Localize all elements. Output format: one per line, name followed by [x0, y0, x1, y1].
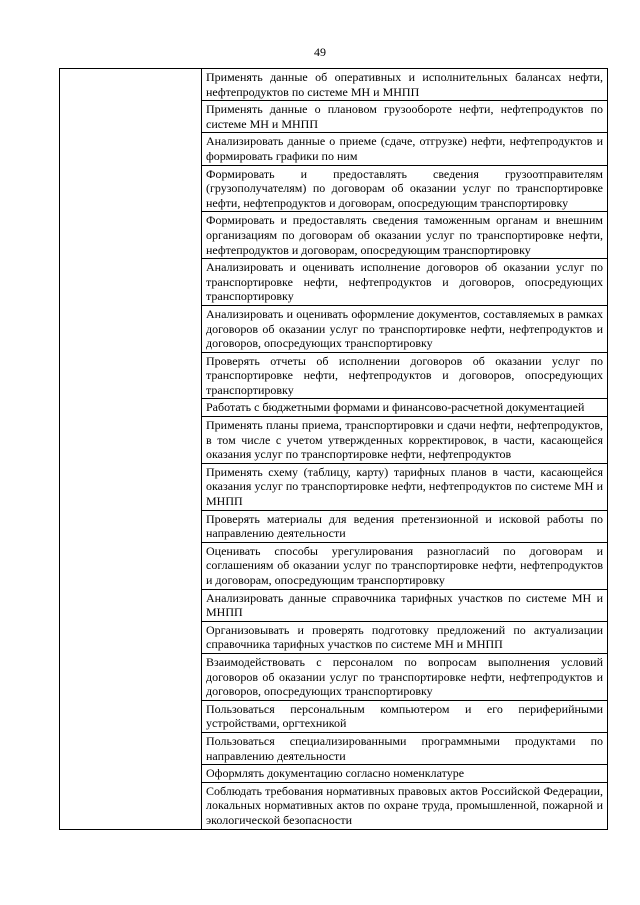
skills-table-body	[60, 69, 608, 830]
skill-cell: Формировать и предоставлять сведения грузоотправителям (грузополучателям) по договорам об оказании услуг по транспортировке нефти, нефтепродуктов и договорам, опосредующим транспортировку	[202, 165, 608, 212]
skills-table	[59, 68, 608, 830]
page-number: 49	[314, 45, 326, 59]
skill-cell: Работать с бюджетными формами и финансово-расчетной документацией	[202, 399, 608, 417]
skill-cell: Пользоваться специализированными программными продуктами по направлению деятельности	[202, 732, 608, 764]
skill-cell: Соблюдать требования нормативных правовых актов Российской Федерации, локальных нормативных актов по охране труда, промышленной, пожарной и экологической безопасности	[202, 782, 608, 829]
skill-cell: Организовывать и проверять подготовку предложений по актуализации справочника тарифных участков по системе МН и МНПП	[202, 621, 608, 653]
skill-cell: Применять планы приема, транспортировки и сдачи нефти, нефтепродуктов, в том числе с учетом утвержденных корректировок, в части, касающейся оказания услуг по транспортировке нефти, нефтепродуктов	[202, 417, 608, 464]
skill-cell: Анализировать данные справочника тарифных участков по системе МН и МНПП	[202, 589, 608, 621]
skill-cell: Применять данные об оперативных и исполнительных балансах нефти, нефтепродуктов по системе МН и МНПП	[202, 69, 608, 101]
skill-cell: Анализировать и оценивать исполнение договоров об оказании услуг по транспортировке нефти, нефтепродуктов и договоров, опосредующих транспортировку	[202, 259, 608, 306]
table-row	[60, 69, 608, 101]
skill-cell: Применять данные о плановом грузообороте нефти, нефтепродуктов по системе МН и МНПП	[202, 101, 608, 133]
skill-cell: Взаимодействовать с персоналом по вопросам выполнения условий договоров об оказании услуг по транспортировке нефти, нефтепродуктов и договоров, опосредующих транспортировку	[202, 653, 608, 700]
skill-cell: Оценивать способы урегулирования разногласий по договорам и соглашениям об оказании услуг по транспортировке нефти, нефтепродуктов и договорам, опосредующим транспортировку	[202, 542, 608, 589]
skill-cell: Пользоваться персональным компьютером и его периферийными устройствами, оргтехникой	[202, 700, 608, 732]
skill-cell: Проверять материалы для ведения претензионной и исковой работы по направлению деятельности	[202, 510, 608, 542]
skill-cell: Формировать и предоставлять сведения таможенным органам и внешним организациям по договорам об оказании услуг по транспортировке нефти, нефтепродуктов и договорам, опосредующим транспортировку	[202, 212, 608, 259]
skill-cell: Оформлять документацию согласно номенклатуре	[202, 765, 608, 783]
skill-cell: Анализировать данные о приеме (сдаче, отгрузке) нефти, нефтепродуктов и формировать графики по ним	[202, 133, 608, 165]
skill-cell: Проверять отчеты об исполнении договоров об оказании услуг по транспортировке нефти, нефтепродуктов и договоров, опосредующих транспортировку	[202, 352, 608, 399]
skill-cell: Анализировать и оценивать оформление документов, составляемых в рамках договоров об оказании услуг по транспортировке нефти, нефтепродуктов и договоров, опосредующих транспортировку	[202, 305, 608, 352]
left-column-cell	[60, 69, 202, 830]
skill-cell: Применять схему (таблицу, карту) тарифных планов в части, касающейся оказания услуг по транспортировке нефти, нефтепродуктов по системе МН и МНПП	[202, 463, 608, 510]
